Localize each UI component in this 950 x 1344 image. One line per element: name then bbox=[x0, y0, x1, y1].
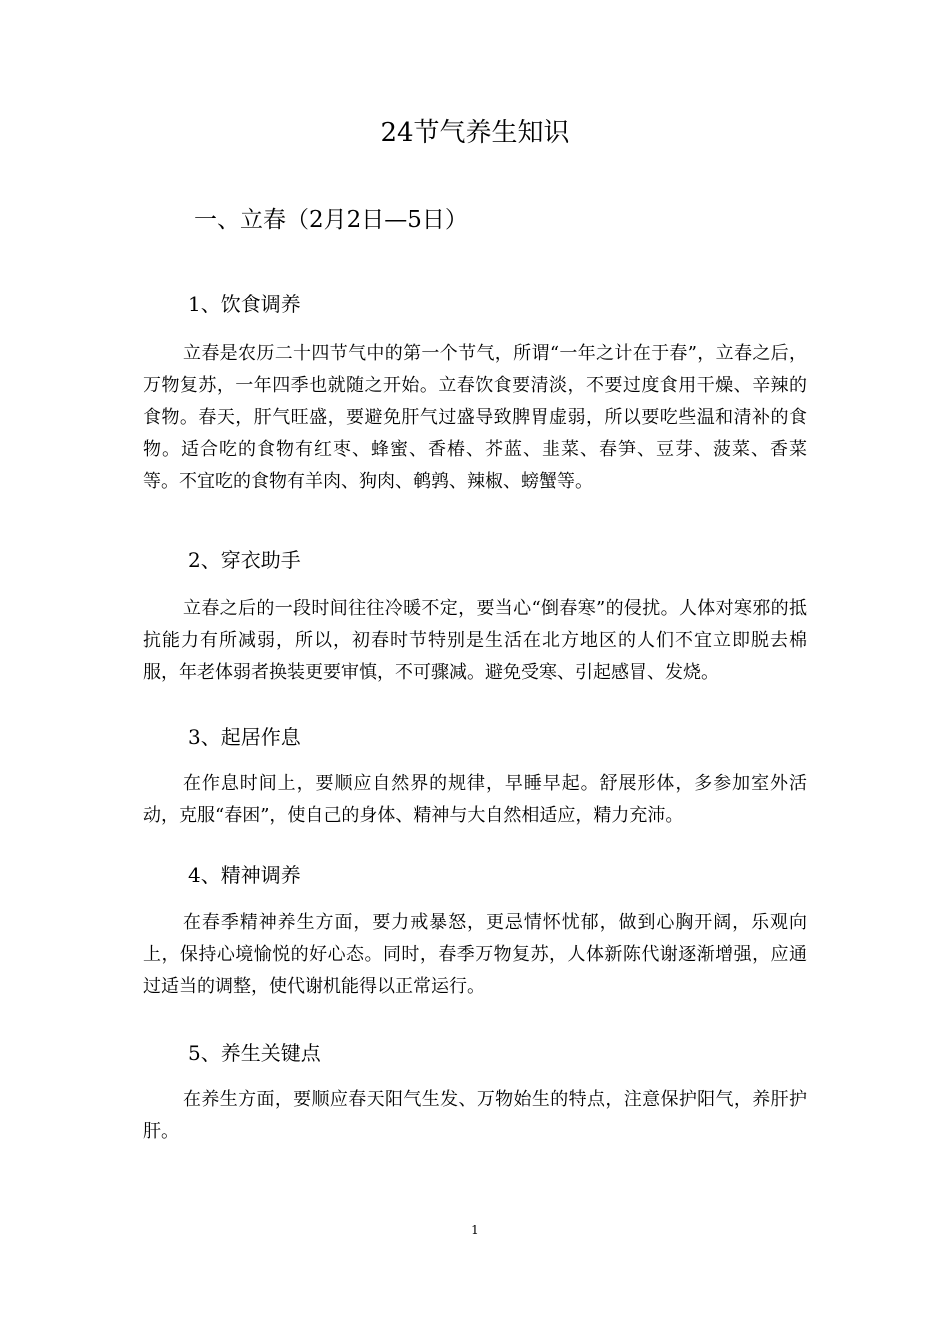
section-heading-lichun: 一、立春（2月2日—5日） bbox=[194, 207, 468, 233]
subsection-heading-routine: 3、起居作息 bbox=[188, 725, 301, 749]
paragraph-routine: 在作息时间上，要顺应自然界的规律，早睡早起。舒展形体，多参加室外活动，克服“春困”，使自己的身体、精神与大自然相适应，精力充沛。 bbox=[143, 773, 807, 826]
document-title: 24节气养生知识 bbox=[380, 118, 570, 148]
subsection-heading-mental: 4、精神调养 bbox=[188, 863, 301, 887]
paragraph-mental: 在春季精神养生方面，要力戒暴怒，更忌情怀忧郁，做到心胸开阔，乐观向上，保持心境愉悦的好心态。同时，春季万物复苏，人体新陈代谢逐渐增强，应通过适当的调整，使代谢机能得以正常运行。 bbox=[143, 912, 807, 997]
subsection-heading-keypoints: 5、养生关键点 bbox=[188, 1041, 321, 1065]
paragraph-clothing: 立春之后的一段时间往往冷暖不定，要当心“倒春寒”的侵扰。人体对寒邪的抵抗能力有所减弱，所以，初春时节特别是生活在北方地区的人们不宜立即脱去棉服，年老体弱者换装更要审慎，不可骤减。避免受寒、引起感冒、发烧。 bbox=[143, 598, 807, 683]
subsection-heading-diet: 1、饮食调养 bbox=[188, 292, 301, 316]
subsection-heading-clothing: 2、穿衣助手 bbox=[188, 548, 301, 572]
paragraph-keypoints: 在养生方面，要顺应春天阳气生发、万物始生的特点，注意保护阳气，养肝护肝。 bbox=[143, 1089, 807, 1142]
paragraph-diet: 立春是农历二十四节气中的第一个节气，所谓“一年之计在于春”，立春之后，万物复苏，一年四季也就随之开始。立春饮食要清淡，不要过度食用干燥、辛辣的食物。春天，肝气旺盛，要避免肝气过盛导致脾胃虚弱，所以要吃些温和清补的食物。适合吃的食物有红枣、蜂蜜、香椿、芥蓝、韭菜、春笋、豆芽、菠菜、香菜等。不宜吃的食物有羊肉、狗肉、鹌鹑、辣椒、螃蟹等。 bbox=[143, 343, 807, 492]
page-number: 1 bbox=[471, 1223, 479, 1237]
